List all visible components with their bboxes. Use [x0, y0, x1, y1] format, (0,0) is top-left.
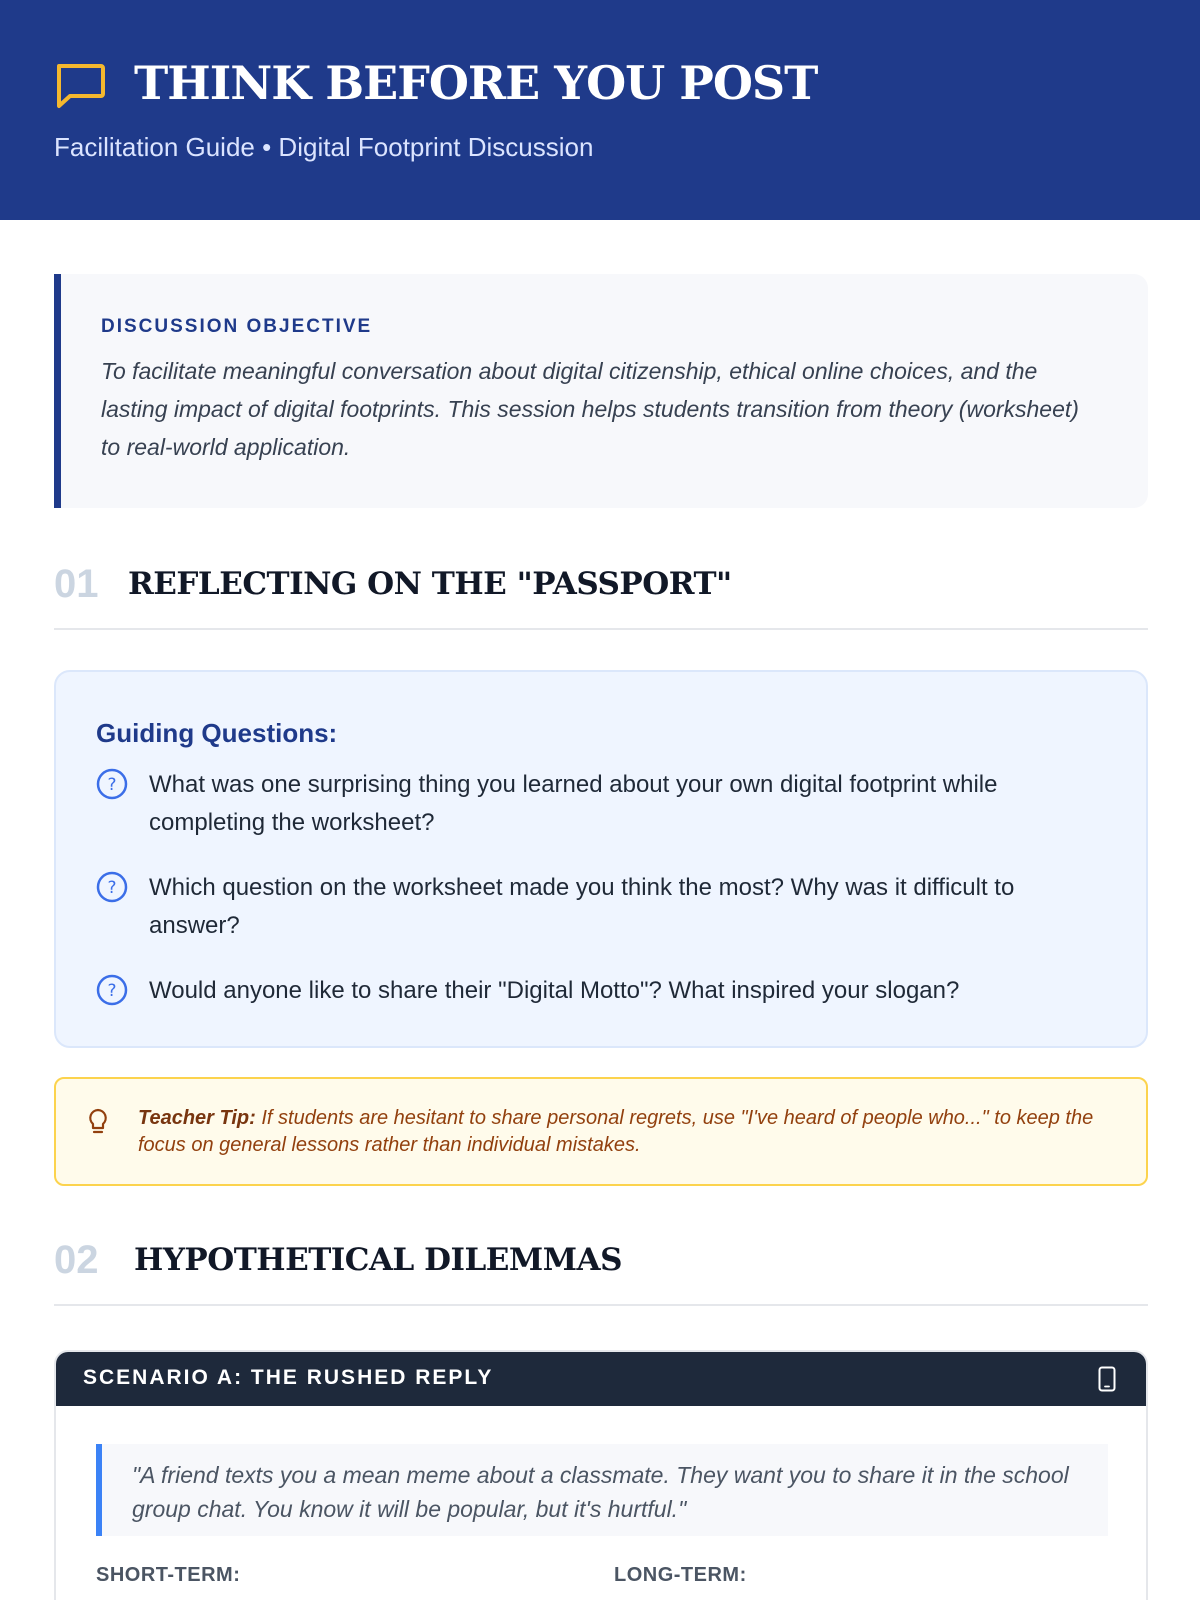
section-2-heading: [54, 1232, 1148, 1306]
svg-text:?: ?: [107, 981, 117, 1001]
question-circle-icon: [96, 974, 128, 1006]
section-title: REFLECTING ON THE "PASSPORT": [128, 566, 732, 602]
guiding-questions-heading: Guiding Questions:: [96, 718, 338, 748]
section-title: HYPOTHETICAL DILEMMAS: [134, 1242, 622, 1278]
page-title: THINK BEFORE YOU POST: [134, 56, 818, 110]
question-text: Which question on the worksheet made you think the most? Why was it difficult to answer?: [149, 874, 1015, 939]
short-term-label: SHORT-TERM:: [96, 1564, 241, 1586]
tip-text: [138, 1105, 1128, 1159]
tip-label: Teacher Tip:: [138, 1107, 256, 1129]
page-subtitle: Facilitation Guide • Digital Footprint Discussion: [54, 132, 594, 162]
chat-bubble-icon: [54, 62, 106, 110]
section-1-heading: [54, 556, 1148, 630]
section-number: 02: [54, 1238, 99, 1282]
question-text: What was one surprising thing you learned about your own digital footprint while completing the worksheet?: [149, 771, 998, 836]
lightbulb-icon: [86, 1107, 110, 1137]
objective-text: To facilitate meaningful conversation about digital citizenship, ethical online choices, and the lasting impact of digital footprints. This session helps students transition from theory (worksheet) to real-world application.: [101, 358, 1079, 460]
page-header: [0, 0, 1200, 220]
section-number: 01: [54, 562, 99, 606]
svg-text:?: ?: [107, 775, 117, 795]
teacher-tip: [54, 1077, 1148, 1186]
question-text: Would anyone like to share their "Digital Motto"? What inspired your slogan?: [149, 977, 960, 1004]
objective-label: DISCUSSION OBJECTIVE: [101, 316, 373, 337]
question-circle-icon: [96, 768, 128, 800]
discussion-objective: [54, 274, 1148, 508]
scenario-card: [54, 1350, 1148, 1600]
scenario-quote: [96, 1444, 1108, 1536]
scenario-quote-text: "A friend texts you a mean meme about a classmate. They want you to share it in the school group chat. You know it will be popular, but it's hurtful.": [132, 1462, 1069, 1522]
svg-text:?: ?: [107, 878, 117, 898]
scenario-header: [56, 1352, 1148, 1406]
tip-body: If students are hesitant to share personal regrets, use "I've heard of people who..." to keep the focus on general lessons rather than individual mistakes.: [138, 1107, 1094, 1156]
long-term-label: LONG-TERM:: [614, 1564, 747, 1586]
question-circle-icon: [96, 871, 128, 903]
guiding-questions-card: [54, 670, 1148, 1048]
scenario-title: SCENARIO A: THE RUSHED REPLY: [83, 1366, 494, 1389]
phone-icon: [1098, 1366, 1116, 1392]
